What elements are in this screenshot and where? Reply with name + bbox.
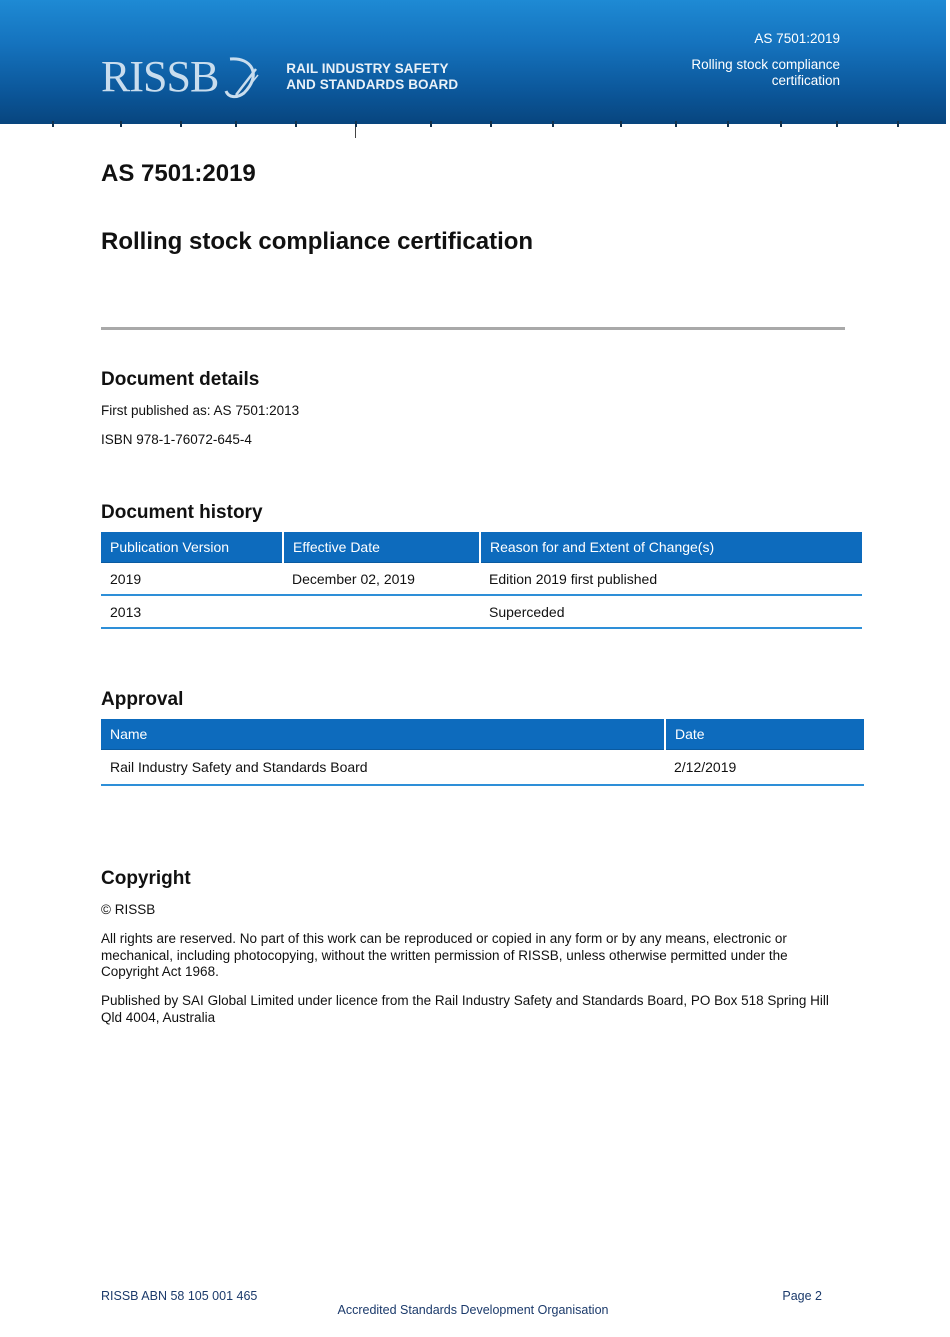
isbn-text: ISBN 978-1-76072-645-4 [101,432,252,447]
rissb-swoosh-icon [222,55,264,99]
column-header-date: Date [665,719,864,750]
document-history-heading: Document history [101,502,263,523]
table-row [101,595,862,628]
rail-marker [355,127,356,138]
cell-date: 2/12/2019 [665,750,864,786]
copyright-heading: Copyright [101,868,191,889]
approval-heading: Approval [101,689,184,710]
cell-name: Rail Industry Safety and Standards Board [101,750,665,786]
cell-version: 2019 [101,563,283,596]
table-row [101,750,864,786]
table-header-row [101,532,862,563]
cell-version: 2013 [101,595,283,628]
header-doc-info [670,31,840,89]
publisher-paragraph: Published by SAI Global Limited under licence from the Rail Industry Safety and Standards Board, PO Box 518 Spring Hill Qld 4004, Australia [101,993,829,1025]
document-history-table [101,532,862,629]
first-published-text: First published as: AS 7501:2013 [101,403,300,418]
title-divider [101,327,845,330]
rissb-logo [101,54,458,100]
footer-organisation: Accredited Standards Development Organisation [337,1303,609,1317]
footer-abn: RISSB ABN 58 105 001 465 [101,1289,258,1303]
table-header-row [101,719,864,750]
cell-date [283,595,480,628]
copyright-paragraph: All rights are reserved. No part of this work can be reproduced or copied in any form or by any means, electronic or mechanical, including photocopying, without the written permission of RISSB, unless otherwise permitted under the Copyright Act 1968. [101,931,788,979]
column-header-reason: Reason for and Extent of Change(s) [480,532,862,563]
footer-page-number: Page 2 [782,1289,822,1303]
approval-table [101,719,864,786]
header-doc-code: AS 7501:2019 [754,31,840,46]
column-header-name: Name [101,719,665,750]
header-rail-ticks [0,121,946,129]
table-row [101,563,862,596]
column-header-effective-date: Effective Date [283,532,480,563]
page-header-banner [0,0,946,124]
copyright-owner: © RISSB [101,902,156,917]
cell-reason: Edition 2019 first published [480,563,862,596]
document-code-title: AS 7501:2019 [101,160,256,187]
logo-text: RAIL INDUSTRY SAFETY AND STANDARDS BOARD [286,61,459,92]
cell-date: December 02, 2019 [283,563,480,596]
logo-wordmark: RISSB [101,52,219,101]
column-header-publication-version: Publication Version [101,532,283,563]
header-doc-title: Rolling stock compliance certification [691,57,840,88]
document-details-heading: Document details [101,369,260,390]
document-title: Rolling stock compliance certification [101,228,534,255]
cell-reason: Superceded [480,595,862,628]
